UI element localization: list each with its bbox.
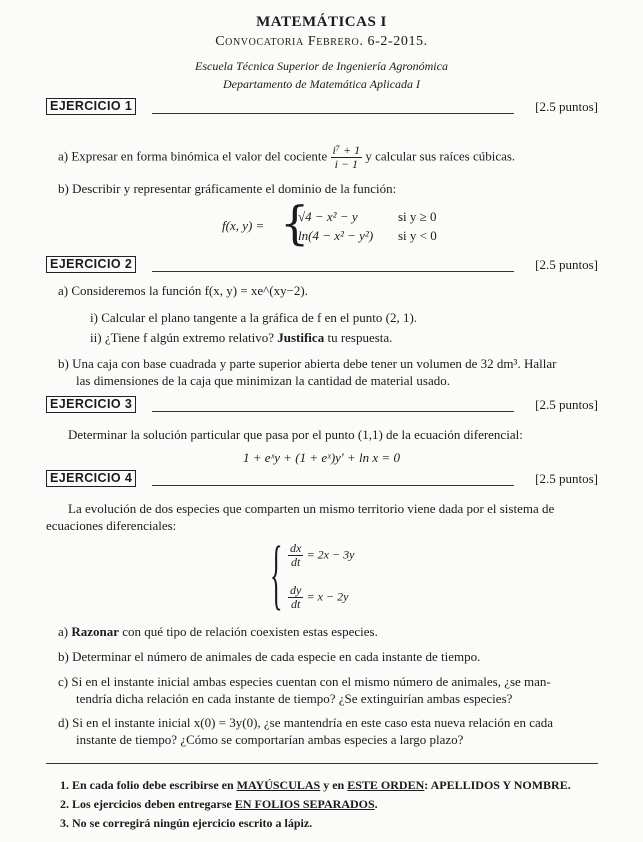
ode-system	[270, 531, 390, 618]
exercise-3-header	[46, 396, 598, 413]
footer-divider	[46, 763, 598, 764]
exercise-4-header	[46, 470, 598, 487]
ex2-part-a-ii	[90, 329, 392, 346]
exercise-3-points: [2.5 puntos]	[535, 397, 598, 412]
ex1-part-b	[58, 180, 396, 197]
item-label: ii)	[90, 330, 102, 345]
piecewise-function	[222, 196, 462, 251]
exercise-2-header	[46, 256, 598, 273]
ex4-part-a	[58, 623, 378, 640]
case-1-expression: √4 − x² − y	[298, 209, 358, 224]
item-text: ¿Tiene f algún extremo relativo?	[104, 330, 274, 345]
note-underlined: MAYÚSCULAS	[236, 778, 321, 792]
exercise-1-header	[46, 98, 598, 115]
item-text: Si en el instante inicial x(0) = 3y(0), ¿se mantendría en este caso esta nueva relación en cada	[72, 715, 554, 730]
ex2-part-b	[58, 355, 603, 389]
case-2-condition: si y < 0	[398, 228, 437, 243]
item-text: Si en el instante inicial ambas especies cuentan con el mismo número de animales, ¿se man-	[71, 674, 551, 689]
item-text: instante de tiempo? ¿Cómo se comportarían ambas especies a largo plazo?	[76, 732, 464, 747]
note-number: 3.	[60, 816, 69, 830]
exercise-3-label: EJERCICIO 3	[46, 396, 136, 413]
ex1-part-a	[58, 144, 515, 171]
item-label: b)	[58, 356, 69, 371]
function-lhs: f(x, y) =	[222, 218, 265, 233]
ex3-text: Determinar la solución particular que pasa por el punto (1,1) de la ecuación diferencial:	[68, 427, 523, 442]
item-label: a)	[58, 283, 69, 298]
brace-icon: {	[270, 531, 283, 618]
item-text: tendría dicha relación en cada instante de tiempo? ¿Se extinguirían ambas especies?	[76, 691, 513, 706]
item-text: con qué tipo de relación coexisten estas especies.	[122, 624, 378, 639]
ex2-part-a-i	[90, 309, 417, 326]
divider	[152, 411, 514, 412]
note-number: 1.	[60, 778, 69, 792]
exercise-4-label: EJERCICIO 4	[46, 470, 136, 487]
brace-icon: {	[280, 196, 310, 250]
item-text: ecuaciones diferenciales:	[46, 518, 177, 533]
ex4-part-d	[58, 714, 603, 748]
note-text: En cada folio debe escribirse en	[72, 778, 234, 792]
item-text: Consideremos la función f(x, y) = xe^(xy−2).	[71, 283, 309, 298]
fraction-numerator: i⁷ + 1	[332, 143, 361, 157]
item-label: b)	[58, 181, 69, 196]
fraction-denominator: dt	[290, 555, 301, 569]
ex4-part-b	[58, 648, 480, 665]
item-text: y calcular sus raíces cúbicas.	[365, 148, 516, 164]
eq1	[288, 542, 354, 569]
exercise-2-label: EJERCICIO 2	[46, 256, 136, 273]
note-underlined: ESTE ORDEN	[347, 778, 425, 792]
note-text: y en	[323, 778, 345, 792]
divider	[152, 113, 514, 114]
fraction-denominator: dt	[290, 597, 301, 611]
school-name: Escuela Técnica Superior de Ingeniería Agronómica	[195, 59, 448, 73]
department-name: Departamento de Matemática Aplicada I	[222, 77, 421, 91]
item-text-bold: Justifica	[277, 330, 325, 345]
fraction-numerator: dx	[290, 541, 302, 555]
derivative-fraction	[288, 584, 303, 611]
eq2	[288, 584, 348, 611]
equation-rhs: = x − 2y	[306, 589, 349, 604]
cociente-fraction	[331, 144, 363, 171]
fraction-denominator: i − 1	[334, 157, 359, 171]
fraction-numerator: dy	[290, 583, 302, 597]
convocatoria: Convocatoria Febrero. 6-2-2015.	[215, 34, 428, 49]
item-label: d)	[58, 715, 69, 730]
note-text: Los ejercicios deben entregarse	[72, 797, 232, 811]
item-label: a)	[58, 624, 69, 639]
item-label: b)	[58, 649, 69, 664]
item-label: a)	[58, 148, 69, 164]
derivative-fraction	[288, 542, 303, 569]
ex2-part-a	[58, 282, 308, 299]
divider	[152, 271, 514, 272]
item-text: Determinar el número de animales de cada especie en cada instante de tiempo.	[72, 649, 481, 664]
case-2-expression: ln(4 − x² − y²)	[298, 228, 374, 243]
case-1-condition: si y ≥ 0	[398, 209, 437, 224]
item-label: c)	[58, 674, 69, 689]
exercise-4-points: [2.5 puntos]	[535, 471, 598, 486]
item-text: Expresar en forma binómica el valor del cociente	[71, 148, 328, 164]
ex4-part-c	[58, 673, 603, 707]
note-1	[60, 778, 571, 793]
item-text: tu respuesta.	[327, 330, 393, 345]
item-text: las dimensiones de la caja que minimizan la cantidad de material usado.	[76, 373, 450, 388]
exam-title: MATEMÁTICAS I	[256, 14, 387, 30]
item-text: La evolución de dos especies que comparten un mismo territorio viene dada por el sistema de	[68, 501, 555, 516]
ex4-intro	[46, 500, 601, 534]
exercise-2-points: [2.5 puntos]	[535, 257, 598, 272]
note-2	[60, 797, 378, 812]
item-label: i)	[90, 310, 98, 325]
equation-rhs: = 2x − 3y	[306, 547, 355, 562]
note-text: .	[374, 797, 378, 811]
ex3-equation: 1 + eˣy + (1 + eˣ)y′ + ln x = 0	[243, 450, 400, 465]
item-text: Una caja con base cuadrada y parte superior abierta debe tener un volumen de 32 dm³. Hallar	[72, 356, 557, 371]
note-underlined: EN FOLIOS SEPARADOS	[234, 797, 375, 811]
item-text-bold: Razonar	[71, 624, 120, 639]
note-3	[60, 816, 312, 831]
item-text: Calcular el plano tangente a la gráfica de f en el punto (2, 1).	[101, 310, 418, 325]
divider	[152, 485, 514, 486]
note-text: : APELLIDOS Y NOMBRE.	[424, 778, 571, 792]
note-text: No se corregirá ningún ejercicio escrito a lápiz.	[72, 816, 313, 830]
exercise-1-points: [2.5 puntos]	[535, 99, 598, 114]
note-number: 2.	[60, 797, 69, 811]
item-text: Describir y representar gráficamente el dominio de la función:	[72, 181, 397, 196]
exercise-1-label: EJERCICIO 1	[46, 98, 136, 115]
